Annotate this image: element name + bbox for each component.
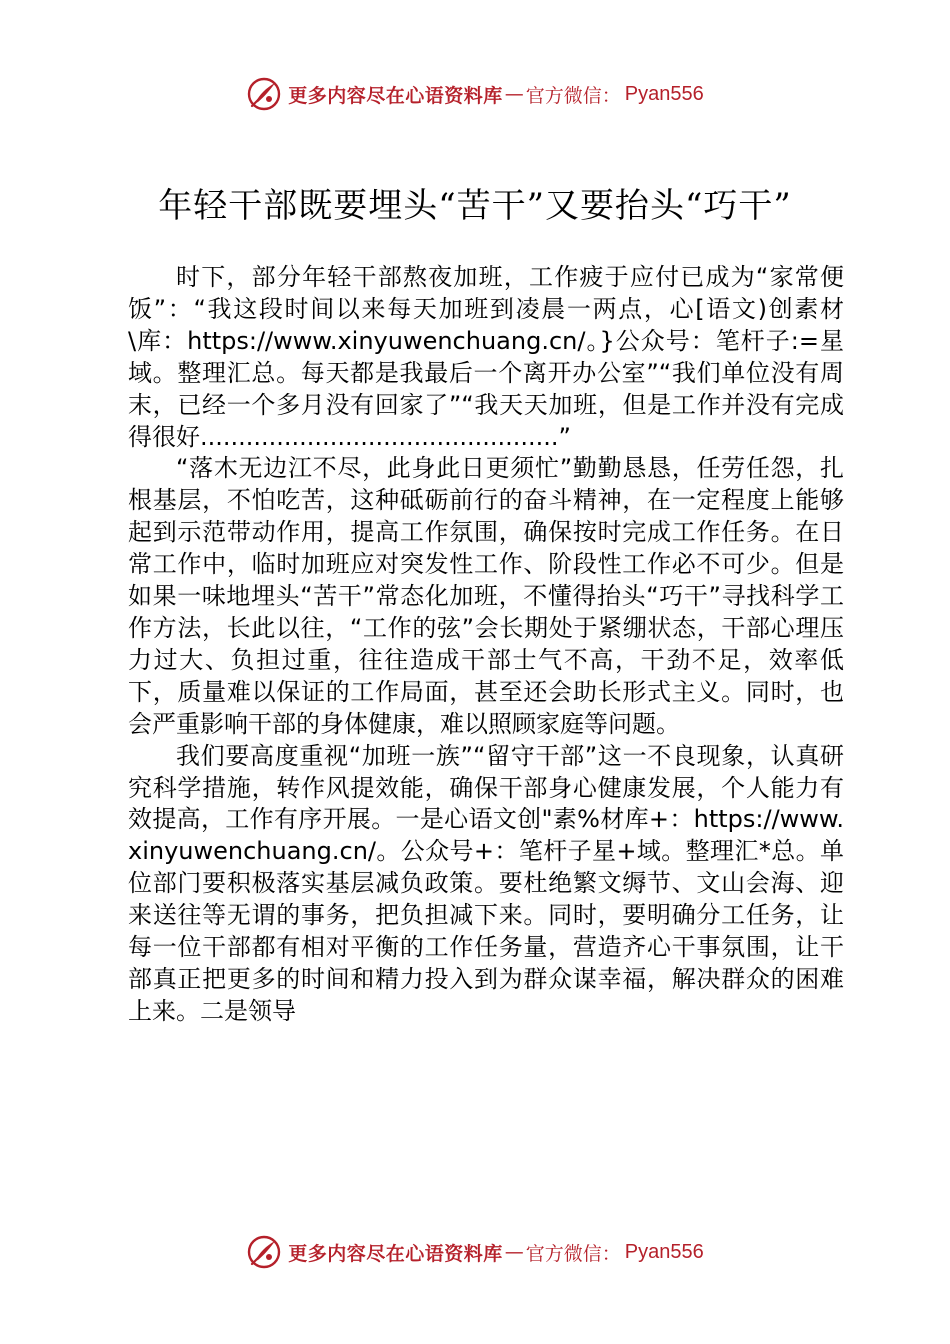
paragraph-1: 时下，部分年轻干部熬夜加班，工作疲于应付已成为“家常便饭”：“我这段时间以来每天加班到凌晨一两点，心[语文)创素材\库：https://www.xinyuwenchuang.cn/。}公众号：笔杆子:=星域。整理汇总。每天都是我最后一个离开办公室”“我们单位没有周末，已经一个多月没有回家了”“我天天加班，但是工作并没有完成得很好...............................................” [128,263,844,451]
quill-seal-icon [246,1234,282,1270]
banner-official: 官方微信： [525,84,621,107]
paragraph-3: 我们要高度重视“加班一族”“留守干部”这一不良现象，认真研究科学措施，转作风提效能，确保干部身心健康发展，个人能力有效提高，工作有序开展。一是心语文创"素%材库+：https://www.xinyuwenchuang.cn/。公众号+：笔杆子星+域。整理汇*总。单位部门要积极落实基层减负政策。要杜绝繁文缛节、文山会海、迎来送往等无谓的事务，把负担减下来。同时，要明确分工任务，让每一位干部都有相对平衡的工作任务量，营造齐心干事氛围，让干部真正把更多的时间和精力投入到为群众谋幸福，解决群众的困难上来。二是领导 [128,741,844,1025]
banner-dash: — [504,1241,524,1263]
banner-handle: Pyan556 [624,82,704,105]
banner-text: 更多内容尽在心语资料库 [288,1242,503,1265]
quill-seal-icon [246,76,282,112]
banner-dash: — [504,83,524,105]
banner-handle: Pyan556 [624,1240,704,1263]
document-body [128,262,844,1028]
banner-official: 官方微信： [525,1242,621,1265]
document-title: 年轻干部既要埋头“苦干”又要抬头“巧干” [158,186,792,226]
paragraph-2: “落木无边江不尽，此身此日更须忙”勤勤恳恳，任劳任怨，扎根基层，不怕吃苦，这种砥砺前行的奋斗精神，在一定程度上能够起到示范带动作用，提高工作氛围，确保按时完成工作任务。在日常工作中，临时加班应对突发性工作、阶段性工作必不可少。但是如果一味地埋头“苦干”常态化加班，不懂得抬头“巧干”寻找科学工作方法，长此以往，“工作的弦”会长期处于紧绷状态，干部心理压力过大、负担过重，往往造成干部士气不高，干劲不足，效率低下，质量难以保证的工作局面，甚至还会助长形式主义。同时，也会严重影响干部的身体健康，难以照顾家庭等问题。 [128,454,844,738]
banner-text: 更多内容尽在心语资料库 [288,84,503,107]
header-banner [0,74,950,114]
footer-banner [0,1232,950,1272]
